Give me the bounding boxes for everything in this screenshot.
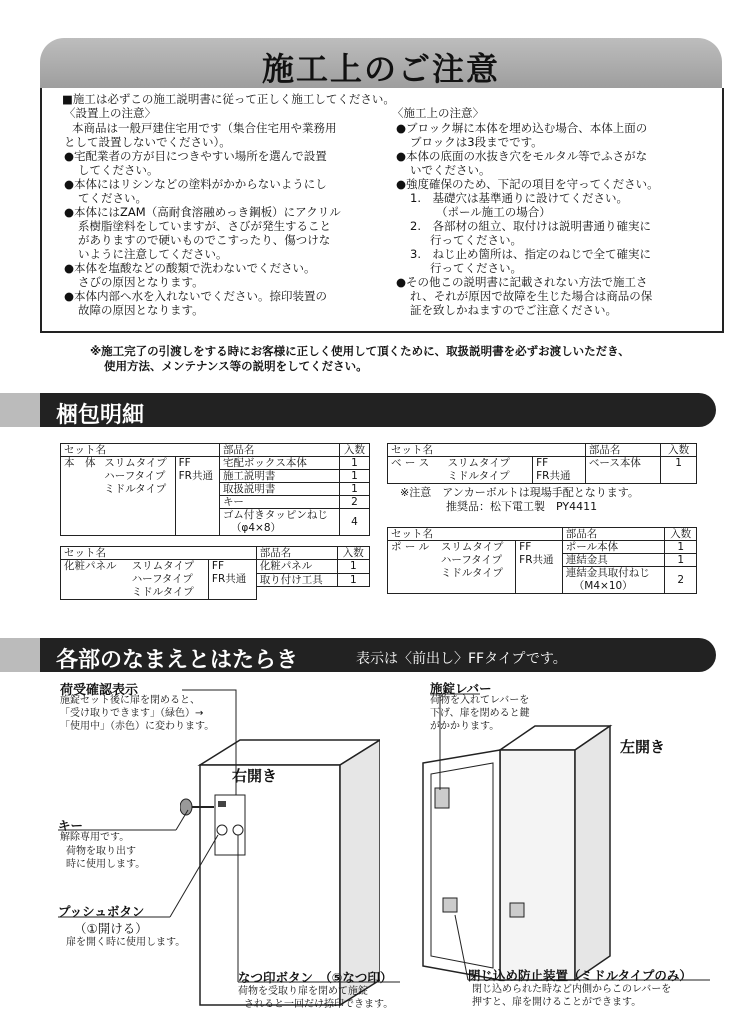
part-qty: 1	[339, 483, 369, 496]
part-name: 連結金具取付ねじ	[565, 567, 650, 579]
right-heading: 〈施工上の注意〉	[392, 106, 484, 120]
part-qty: 1	[339, 470, 369, 483]
part-name: 宅配ボックス本体	[219, 457, 339, 470]
col-header-qty: 入数	[665, 528, 697, 541]
col-header-set: セット名	[61, 547, 257, 560]
note-line: ●宅配業者の方が目につきやすい場所を選んで設置	[64, 149, 327, 163]
note-line: 行ってください。	[430, 261, 522, 275]
stamp-line: されると一回だけ捺印できます。	[244, 999, 394, 1010]
base-note-2: 推奨品：松下電工製 PY4411	[446, 500, 598, 513]
key-title: キー	[58, 818, 84, 833]
lever-line: がかかります。	[430, 721, 500, 732]
anti-lock-title: 閉じ込め防止装置（ミドルタイプのみ）	[468, 968, 692, 983]
part-name: 連結金具	[562, 554, 665, 567]
part-name: 施工説明書	[219, 470, 339, 483]
note-line: ●本体の底面の水抜き穴をモルタル等でふさがな	[396, 149, 648, 163]
part-name-spec: （φ4×8）	[230, 522, 282, 534]
part-name: ベース本体	[585, 457, 660, 484]
note-line: 証を致しかねますのでご注意ください。	[410, 303, 617, 317]
note-line: ●その他この説明書に記載されない方法で施工さ	[396, 275, 648, 289]
part-qty: 1	[337, 560, 369, 574]
type-name: スリムタイプ	[104, 457, 167, 469]
stamp-title: なつ印ボタン （⑤なつ印）	[238, 970, 393, 985]
col-header-part: 部品名	[219, 444, 339, 457]
parts-title: 各部のなまえとはたらき	[56, 648, 299, 673]
note-line: 2. 各部材の組立、取付けは説明書通り確実に	[410, 219, 651, 233]
notice-intro: ■施工は必ずこの施工説明書に従って正しく施工してください。	[62, 92, 395, 106]
receipt-title: 荷受確認表示	[60, 683, 139, 698]
part-qty: 1	[665, 554, 697, 567]
lever-title: 施錠レバー	[430, 681, 492, 696]
fr-label: FR共通	[178, 470, 213, 482]
lever-line: 下げ、扉を閉めると鍵	[430, 708, 530, 719]
anti-lock-line: 押すと、扉を開けることができます。	[472, 997, 642, 1008]
ff-label: FF	[211, 560, 225, 572]
col-header-qty: 入数	[337, 547, 369, 560]
receipt-line: 「使用中」（赤色）に変わります。	[60, 721, 215, 732]
type-name: ハーフタイプ	[440, 554, 503, 566]
col-header-qty: 入数	[339, 444, 369, 457]
fr-label: FR共通	[519, 554, 554, 566]
note-line: ●本体にはリシンなどの塗料がかからないようにし	[64, 177, 327, 191]
type-name: スリムタイプ	[447, 457, 511, 469]
part-qty: 4	[339, 509, 369, 536]
col-header-qty: 入数	[661, 444, 697, 457]
note-line: ●本体を塩酸などの酸類で洗わないでください。	[64, 261, 316, 275]
footnote-1: ※施工完了の引渡しをする時にお客様に正しく使用して頂くために、取扱説明書を必ずお渡しいただき、	[90, 344, 630, 358]
push-line: 扉を開く時に使用します。	[66, 937, 186, 948]
col-header-set: セット名	[388, 528, 563, 541]
fr-label: FR共通	[536, 470, 571, 482]
note-line: として設置しないでください）。	[64, 135, 231, 149]
note-line: 3. ねじ止め箇所は、指定のねじで全て確実に	[410, 247, 651, 261]
note-line: （ポール施工の場合）	[436, 205, 551, 219]
part-name: ポール本体	[562, 541, 665, 554]
ff-label: FF	[536, 457, 549, 469]
col-header-part: 部品名	[585, 444, 660, 457]
part-name: キー	[219, 496, 339, 509]
type-name: ハーフタイプ	[104, 470, 166, 482]
receipt-line: 施錠セット後に扉を閉めると、	[60, 695, 200, 706]
receipt-line: 「受け取りできます」（緑色）→	[60, 708, 204, 719]
part-name: ゴム付きタッピンねじ	[222, 509, 328, 521]
part-name: 化粧パネル	[256, 560, 337, 574]
packing-title: 梱包明細	[56, 403, 145, 428]
parts-subtitle: 表示は〈前出し〉FFタイプです。	[356, 651, 567, 667]
note-line: 本商品は一般戸建住宅用です（集合住宅用や業務用	[72, 121, 337, 135]
note-line: れ、それが原因で故障を生じた場合は商品の保	[410, 289, 653, 303]
part-qty: 2	[339, 496, 369, 509]
key-line: 解除専用です。	[60, 832, 130, 843]
lever-line: 荷物を入れてレバーを	[430, 695, 530, 706]
note-line: がありますので硬いものでこすったり、傷つけな	[78, 233, 331, 247]
note-line: ブロックは3段までです。	[410, 135, 543, 149]
type-name: ミドルタイプ	[104, 483, 167, 495]
page-title: 施工上のご注意	[261, 50, 500, 88]
left-heading: 〈設置上の注意〉	[64, 106, 156, 120]
footnote-2: 使用方法、メンテナンス等の説明をしてください。	[104, 359, 368, 373]
part-qty: 1	[337, 573, 369, 587]
col-header-set: セット名	[61, 444, 220, 457]
col-header-part: 部品名	[256, 547, 337, 560]
note-line: 1. 基礎穴は基準通りに設けてください。	[410, 191, 628, 205]
fr-label: FR共通	[211, 573, 247, 585]
anti-lock-line: 閉じ込められた時など内側からこのレバーを	[472, 984, 672, 995]
note-line: てください。	[78, 191, 147, 205]
part-qty: 1	[665, 541, 697, 554]
type-name: ハーフタイプ	[131, 573, 193, 585]
part-qty: 2	[665, 567, 697, 594]
note-line: してください。	[78, 163, 159, 177]
note-line: 行ってください。	[430, 233, 522, 247]
push-sub: （①開ける）	[74, 921, 148, 936]
part-name: 取り付け工具	[256, 573, 337, 587]
right-open-label: 右開き	[232, 767, 278, 785]
part-name: 取扱説明書	[219, 483, 339, 496]
note-line: いように注意してください。	[78, 247, 228, 261]
part-qty: 1	[339, 457, 369, 470]
set-name: ポ ー ル	[388, 541, 438, 594]
set-name: 本 体	[61, 457, 102, 536]
ff-label: FF	[178, 457, 191, 469]
left-open-label: 左開き	[620, 738, 666, 756]
part-name-spec: （M4×10）	[573, 580, 633, 592]
key-line: 荷物を取り出す	[66, 846, 136, 857]
note-line: さびの原因となります。	[78, 275, 204, 289]
type-name: スリムタイプ	[131, 560, 195, 572]
col-header-set: セット名	[388, 444, 586, 457]
type-name: ミドルタイプ	[131, 586, 194, 598]
note-line: ●本体にはZAM（高耐食溶融めっき鋼板）にアクリル	[64, 205, 341, 219]
set-name: ベ ー ス	[388, 457, 445, 484]
base-note-1: ※注意 アンカーボルトは現場手配となります。	[400, 486, 639, 499]
push-title: プッシュボタン	[58, 904, 145, 919]
note-line: ●ブロック塀に本体を埋め込む場合、本体上面の	[396, 121, 648, 135]
stamp-line: 荷物を受取り扉を閉めて施錠	[238, 986, 368, 997]
type-name: ミドルタイプ	[447, 470, 510, 482]
note-line: 故障の原因となります。	[78, 303, 204, 317]
set-name: 化粧パネル	[61, 560, 129, 600]
type-name: スリムタイプ	[440, 541, 504, 553]
key-line: 時に使用します。	[66, 859, 146, 870]
note-line: ●本体内部へ水を入れないでください。捺印装置の	[64, 289, 328, 303]
note-line: いでください。	[410, 163, 491, 177]
part-qty: 1	[661, 457, 697, 484]
note-line: 系樹脂塗料をしていますが、さびが発生すること	[78, 219, 331, 233]
ff-label: FF	[519, 541, 532, 553]
col-header-part: 部品名	[562, 528, 665, 541]
note-line: ●強度確保のため、下記の項目を守ってください。	[396, 177, 659, 191]
type-name: ミドルタイプ	[440, 567, 503, 579]
